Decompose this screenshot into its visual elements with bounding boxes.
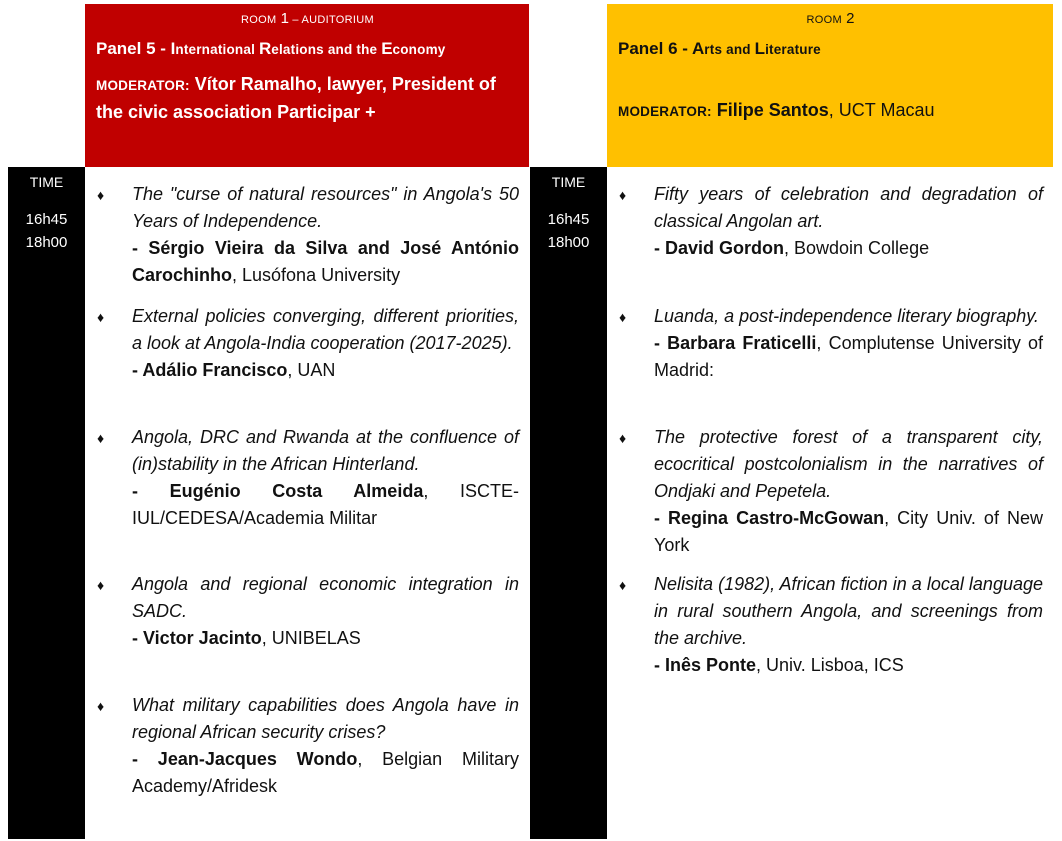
diamond-bullet-icon: ♦ (97, 309, 105, 325)
talk-item (97, 571, 519, 652)
panel6-title: Panel 6 - Arts and Literature (618, 39, 821, 58)
diamond-bullet-icon: ♦ (619, 577, 627, 593)
time-column-room1 (8, 167, 85, 839)
talk-speaker: - David Gordon, Bowdoin College (654, 238, 930, 258)
talk-title: Luanda, a post-independence literary biography. (654, 306, 1039, 326)
talk-title: What military capabilities does Angola have in regional African security crises? (132, 695, 519, 742)
talk-title: The "curse of natural resources" in Angola's 50 Years of Independence. (132, 184, 519, 231)
diamond-bullet-icon: ♦ (619, 309, 627, 325)
talk-title: Angola, DRC and Rwanda at the confluence of (in)stability in the African Hinterland. (132, 427, 519, 474)
talk-item (97, 181, 519, 289)
talk-speaker: - Sérgio Vieira da Silva and José António Carochinho, Lusófona University (132, 238, 519, 285)
talk-speaker: - Barbara Fraticelli, Complutense University of Madrid: (654, 333, 1043, 380)
panel6-moderator: MODERATOR: Filipe Santos, UCT Macau (618, 100, 935, 120)
talk-item (619, 181, 1043, 262)
time-label: TIME (551, 174, 586, 190)
talk-title: Nelisita (1982), African fiction in a local language in rural southern Angola, and screenings from the archive. (654, 574, 1043, 648)
room1-label: ROOM 1 – AUDITORIUM (241, 10, 374, 27)
time-end: 18h00 (25, 234, 68, 251)
diamond-bullet-icon: ♦ (97, 698, 105, 714)
panel5-moderator: MODERATOR: Vítor Ramalho, lawyer, President of the civic association Participar + (96, 74, 496, 122)
room1-header (85, 4, 529, 167)
talk-item (97, 692, 519, 800)
panel5-title: Panel 5 - International Relations and the Economy (96, 39, 446, 58)
talk-speaker: - Eugénio Costa Almeida, ISCTE-IUL/CEDESA/Academia Militar (132, 481, 519, 528)
talk-speaker: - Adálio Francisco, UAN (132, 360, 336, 380)
diamond-bullet-icon: ♦ (619, 187, 627, 203)
time-label: TIME (29, 174, 64, 190)
talk-speaker: - Inês Ponte, Univ. Lisboa, ICS (654, 655, 904, 675)
diamond-bullet-icon: ♦ (97, 430, 105, 446)
talk-item (619, 571, 1043, 679)
time-start: 16h45 (25, 211, 68, 228)
time-column-room2 (530, 167, 607, 839)
room2-header (607, 4, 1053, 167)
talk-title: Fifty years of celebration and degradation of classical Angolan art. (654, 184, 1043, 231)
talk-speaker: - Regina Castro-McGowan, City Univ. of New York (654, 508, 1044, 555)
diamond-bullet-icon: ♦ (97, 187, 105, 203)
talk-item (97, 424, 519, 532)
talk-item (619, 424, 1043, 559)
diamond-bullet-icon: ♦ (619, 430, 627, 446)
room2-label: ROOM 2 (806, 10, 855, 27)
talk-title: Angola and regional economic integration in SADC. (132, 574, 519, 621)
talk-speaker: - Jean-Jacques Wondo, Belgian Military Academy/Afridesk (132, 749, 519, 796)
talk-item (97, 303, 519, 384)
time-end: 18h00 (547, 234, 590, 251)
talk-speaker: - Victor Jacinto, UNIBELAS (132, 628, 361, 648)
time-start: 16h45 (547, 211, 590, 228)
diamond-bullet-icon: ♦ (97, 577, 105, 593)
talk-title: External policies converging, different priorities, a look at Angola-India cooperation (2017-2025). (132, 306, 519, 353)
talk-title: The protective forest of a transparent city, ecocritical postcolonialism in the narratives of Ondjaki and Pepetela. (654, 427, 1043, 501)
talk-item (619, 303, 1043, 384)
